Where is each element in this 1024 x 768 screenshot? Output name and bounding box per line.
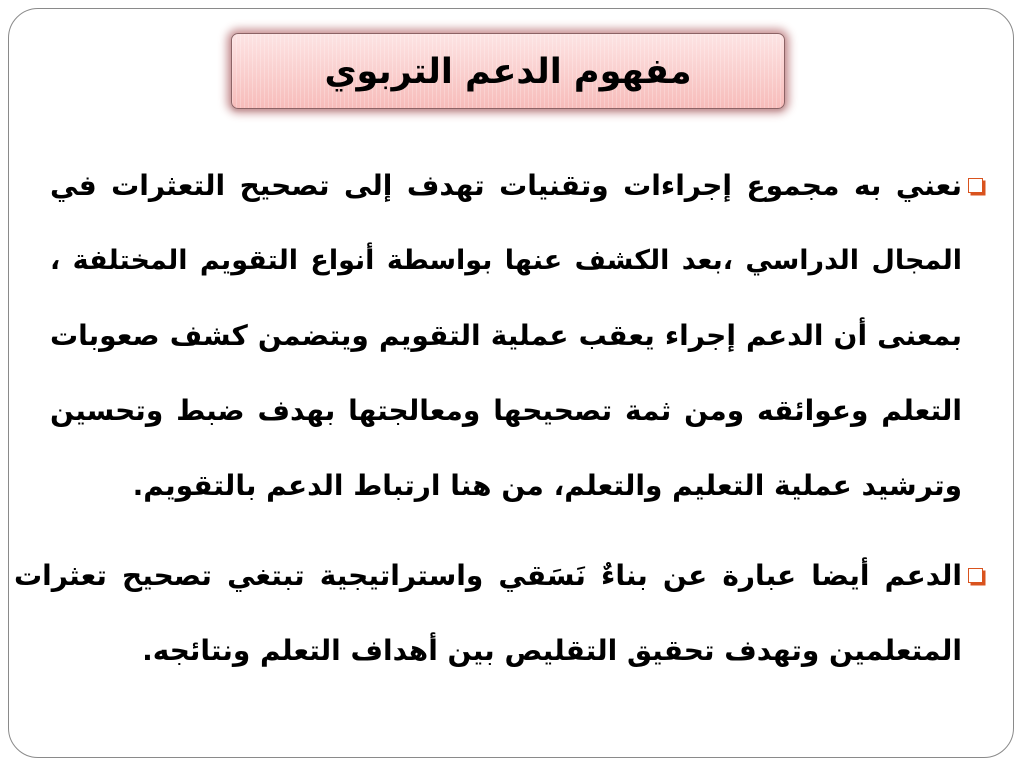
bullet-line: بمعنى أن الدعم إجراء يعقب عملية التقويم ويتضمن كشف صعوبات <box>50 319 962 352</box>
bullet-line: المجال الدراسي ،بعد الكشف عنها بواسطة أنواع التقويم المختلفة ، <box>50 245 962 276</box>
bullet-item <box>50 148 986 523</box>
bullet-line: الدعم أيضا عبارة عن بناءٌ نَسَقي واستراتيجية تبتغي تصحيح تعثرات <box>14 559 962 592</box>
bullet-item <box>14 538 986 688</box>
bullet-text <box>14 538 962 688</box>
slide-title: مفهوم الدعم التربوي <box>324 51 692 92</box>
checkbox-bullet-icon <box>968 568 983 583</box>
bullet-line: وترشيد عملية التعليم والتعلم، من هنا ارتباط الدعم بالتقويم. <box>132 469 962 502</box>
bullet-line: المتعلمين وتهدف تحقيق التقليص بين أهداف التعلم ونتائجه. <box>142 634 962 667</box>
bullet-line: نعني به مجموع إجراءات وتقنيات تهدف إلى تصحيح التعثرات في <box>50 169 962 202</box>
checkbox-bullet-icon <box>968 178 983 193</box>
bullet-text <box>50 148 962 523</box>
bullet-line: التعلم وعوائقه ومن ثمة تصحيحها ومعالجتها بهدف ضبط وتحسين <box>50 394 962 427</box>
title-box <box>231 33 785 109</box>
